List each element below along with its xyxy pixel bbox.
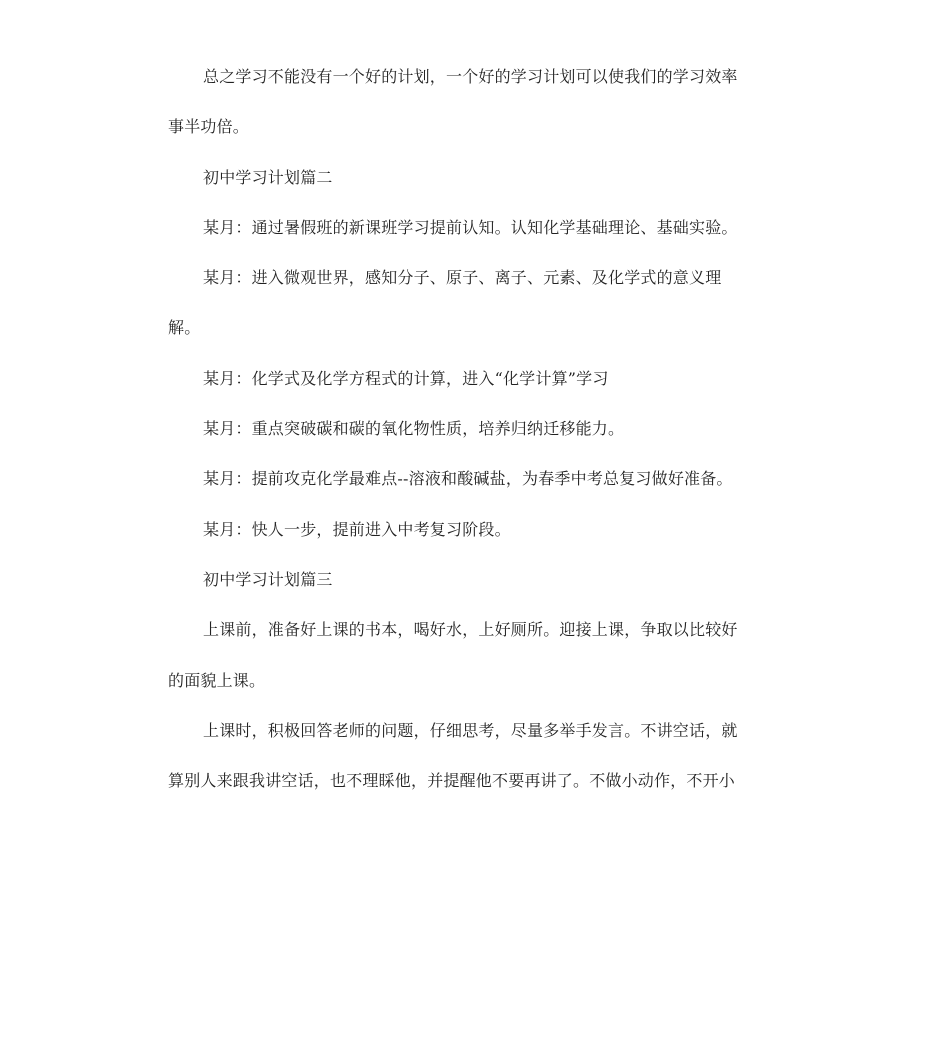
document-body bbox=[168, 62, 774, 816]
in-class-line-2: 算别人来跟我讲空话，也不理睬他，并提醒他不要再讲了。不做小动作，不开小 bbox=[168, 771, 736, 791]
plan-item-3: 某月：化学式及化学方程式的计算，进入“化学计算”学习 bbox=[203, 368, 609, 388]
before-class-line-2: 的面貌上课。 bbox=[168, 670, 266, 690]
paragraph-conclusion-line-1: 总之学习不能没有一个好的计划，一个好的学习计划可以使我们的学习效率 bbox=[203, 67, 738, 86]
plan-item-1: 某月：通过暑假班的新课班学习提前认知。认知化学基础理论、基础实验。 bbox=[203, 217, 738, 237]
section-heading-part-two: 初中学习计划篇二 bbox=[203, 167, 333, 187]
plan-item-4: 某月：重点突破碳和碳的氧化物性质，培养归纳迁移能力。 bbox=[203, 419, 625, 439]
before-class-line-1: 上课前，准备好上课的书本，喝好水，上好厕所。迎接上课，争取以比较好 bbox=[203, 620, 738, 640]
plan-item-2-line-2: 解。 bbox=[168, 318, 201, 338]
plan-item-6: 某月：快人一步，提前进入中考复习阶段。 bbox=[203, 519, 511, 539]
paragraph-conclusion-line-2: 事半功倍。 bbox=[168, 117, 250, 137]
in-class-line-1: 上课时，积极回答老师的问题，仔细思考，尽量多举手发言。不讲空话，就 bbox=[203, 720, 738, 740]
plan-item-5: 某月：提前攻克化学最难点--溶液和酸碱盐，为春季中考总复习做好准备。 bbox=[203, 469, 733, 489]
plan-item-2-line-1: 某月：进入微观世界，感知分子、原子、离子、元素、及化学式的意义理 bbox=[203, 268, 722, 288]
section-heading-part-three: 初中学习计划篇三 bbox=[203, 569, 333, 589]
